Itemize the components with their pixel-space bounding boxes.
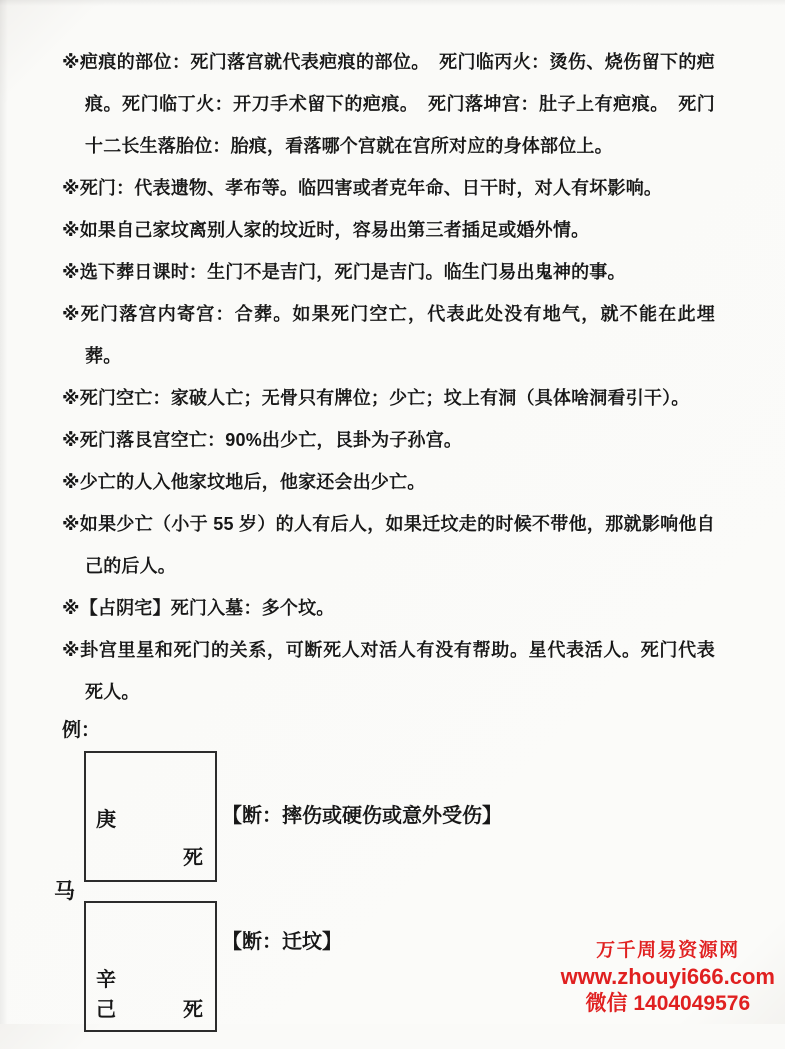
bullet-paragraph: ※死门：代表遗物、孝布等。临四害或者克年命、日干时，对人有坏影响。 (62, 178, 663, 198)
bullet-paragraph: ※疤痕的部位：死门落宫就代表疤痕的部位。 死门临丙火：烫伤、烧伤留下的疤痕。死门临丁火：开刀手术留下的疤痕。 死门落坤宫：肚子上有疤痕。 死门十二长生落胎位：胎痕，看落哪个宫就在宫所对应的身体部位上。 (62, 52, 715, 156)
stem-label-geng: 庚 (96, 809, 116, 831)
bullet-paragraph: ※死门落艮宫空亡：90%出少亡，艮卦为子孙宫。 (62, 430, 463, 450)
bullet-paragraph: ※如果少亡（小于 55 岁）的人有后人，如果迁坟走的时候不带他，那就影响他自己的后人。 (62, 514, 715, 576)
gate-label-si: 死 (183, 847, 203, 869)
bullet-paragraph: ※死门空亡：家破人亡；无骨只有牌位；少亡；坟上有洞（具体啥洞看引干）。 (62, 388, 690, 408)
watermark-block (561, 939, 775, 1018)
palace-box-example-2 (84, 901, 217, 1032)
judgment-caption-2: 【断：迁坟】 (222, 931, 342, 953)
judgment-caption-1: 【断：摔伤或硬伤或意外受伤】 (222, 805, 502, 827)
bullet-paragraph: ※选下葬日课时：生门不是吉门，死门是吉门。临生门易出鬼神的事。 (62, 262, 626, 282)
bullet-paragraph: ※【占阴宅】死门入墓：多个坟。 (62, 598, 335, 618)
example-label: 例： (62, 720, 101, 741)
palace-box-example-1 (84, 751, 217, 882)
bullet-paragraph: ※卦宫里星和死门的关系，可断死人对活人有没有帮助。星代表活人。死门代表死人。 (62, 640, 715, 702)
bullet-paragraph: ※死门落宫内寄宫：合葬。如果死门空亡，代表此处没有地气，就不能在此埋葬。 (62, 304, 715, 366)
watermark-wechat: 微信 1404049576 (585, 992, 751, 1016)
bullet-paragraph: ※少亡的人入他家坟地后，他家还会出少亡。 (62, 472, 426, 492)
bullet-paragraph: ※如果自己家坟离别人家的坟近时，容易出第三者插足或婚外情。 (62, 220, 590, 240)
horse-star-label: 马 (54, 880, 75, 903)
stem-label-ji: 己 (96, 999, 116, 1021)
stem-label-xin: 辛 (96, 969, 116, 991)
watermark-url: www.zhouyi666.com (560, 963, 775, 989)
watermark-site-name: 万千周易资源网 (596, 939, 740, 961)
gate-label-si: 死 (183, 999, 203, 1021)
